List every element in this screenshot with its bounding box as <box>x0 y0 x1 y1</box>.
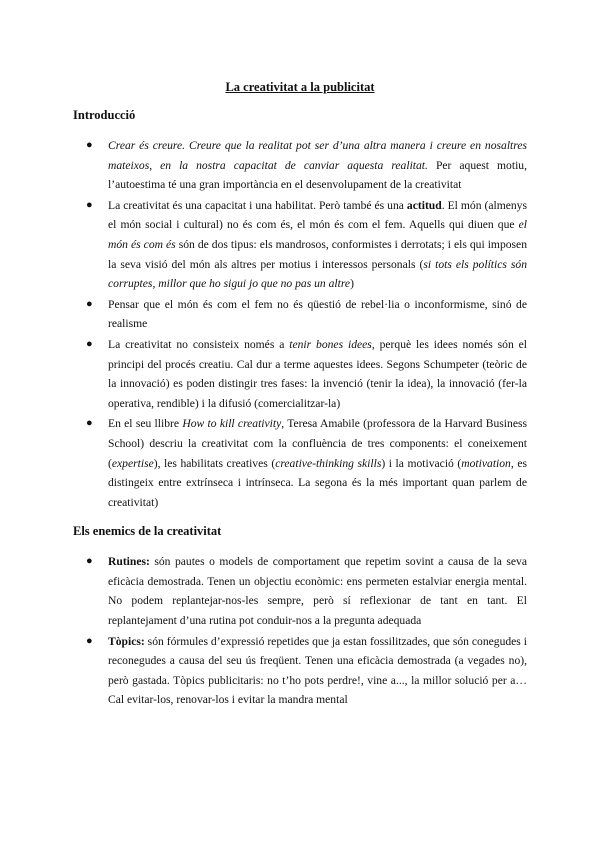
list-item: ● La creativitat és una capacitat i una habilitat. Però també és una actitud. El món (almenys el món social i cultural) no és com és, el món és com el fem. Aquells qui diuen que el món és com és són de dos tipus: els mandrosos, conformistes i derrotats; i els qui imposen la seva visió del món als altres per motius i interessos personals (si tots els polítics són corruptes, millor que ho sigui jo que no pas un altre) <box>73 196 527 294</box>
section-heading-enemics: Els enemics de la creativitat <box>73 524 222 539</box>
bullet-icon: ● <box>86 337 93 350</box>
list-item: ● En el seu llibre How to kill creativity, Teresa Amabile (professora de la Harvard Business School) descriu la creativitat com la confluència de tres components: el coneixement (expertise), les habilitats creatives (creative-thinking skills) i la motivació (motivation, es distingeix entre extrínseca i intrínseca. La segona és la més important quan parlem de creativitat) <box>73 414 527 512</box>
intro-list <box>73 136 527 512</box>
list-item: ● La creativitat no consisteix només a tenir bones idees, perquè les idees només són el principi del procés creatiu. Cal dur a terme aquestes idees. Segons Schumpeter (teòric de la innovació) es poden distingir tres fases: la invenció (tenir la idea), la innovació (fer-la operativa, rendible) i la difusió (comercialitzar-la) <box>73 335 527 413</box>
document-page <box>73 78 527 720</box>
bullet-icon: ● <box>86 198 93 211</box>
section-heading-introduccio: Introducció <box>73 108 136 122</box>
bullet-icon: ● <box>86 139 93 151</box>
list-item: ● Tòpics: són fórmules d’expressió repetides que ja estan fossilitzades, que són conegudes i reconegudes a causa del seu ús freqüent. Tenen una eficàcia demostrada (a vegades no), però gastada. Tòpics publicitaris: no t’ho pots perdre!, vine a..., la millor solució per a… Cal evitar-los, renovar-los i evitar la mandra mental <box>73 632 527 710</box>
bullet-icon: ● <box>86 555 93 568</box>
list-item: ● Pensar que el món és com el fem no és qüestió de rebel·lia o inconformisme, sinó de realisme <box>73 295 527 334</box>
list-item: ● Rutines: són pautes o models de comportament que repetim sovint a causa de la seva eficàcia demostrada. Tenen un objectiu econòmic: ens permeten estalviar energia mental. No podem replantejar-nos-les sempre, però sí reflexionar de tant en tant. El replantejament d’una rutina pot conduir-nos a la pregunta adequada <box>73 552 527 630</box>
bullet-icon: ● <box>86 297 93 310</box>
list-item: ● Crear és creure. Creure que la realitat pot ser d’una altra manera i creure en nosaltres mateixos, en la nostra capacitat de canviar aquesta realitat. Per aquest motiu, l’autoestima té una gran importància en el desenvolupament de la creativitat <box>73 136 527 195</box>
document-title: La creativitat a la publicitat <box>225 80 375 94</box>
enemies-list <box>73 552 527 710</box>
bullet-icon: ● <box>86 634 93 647</box>
bullet-icon: ● <box>86 417 93 430</box>
